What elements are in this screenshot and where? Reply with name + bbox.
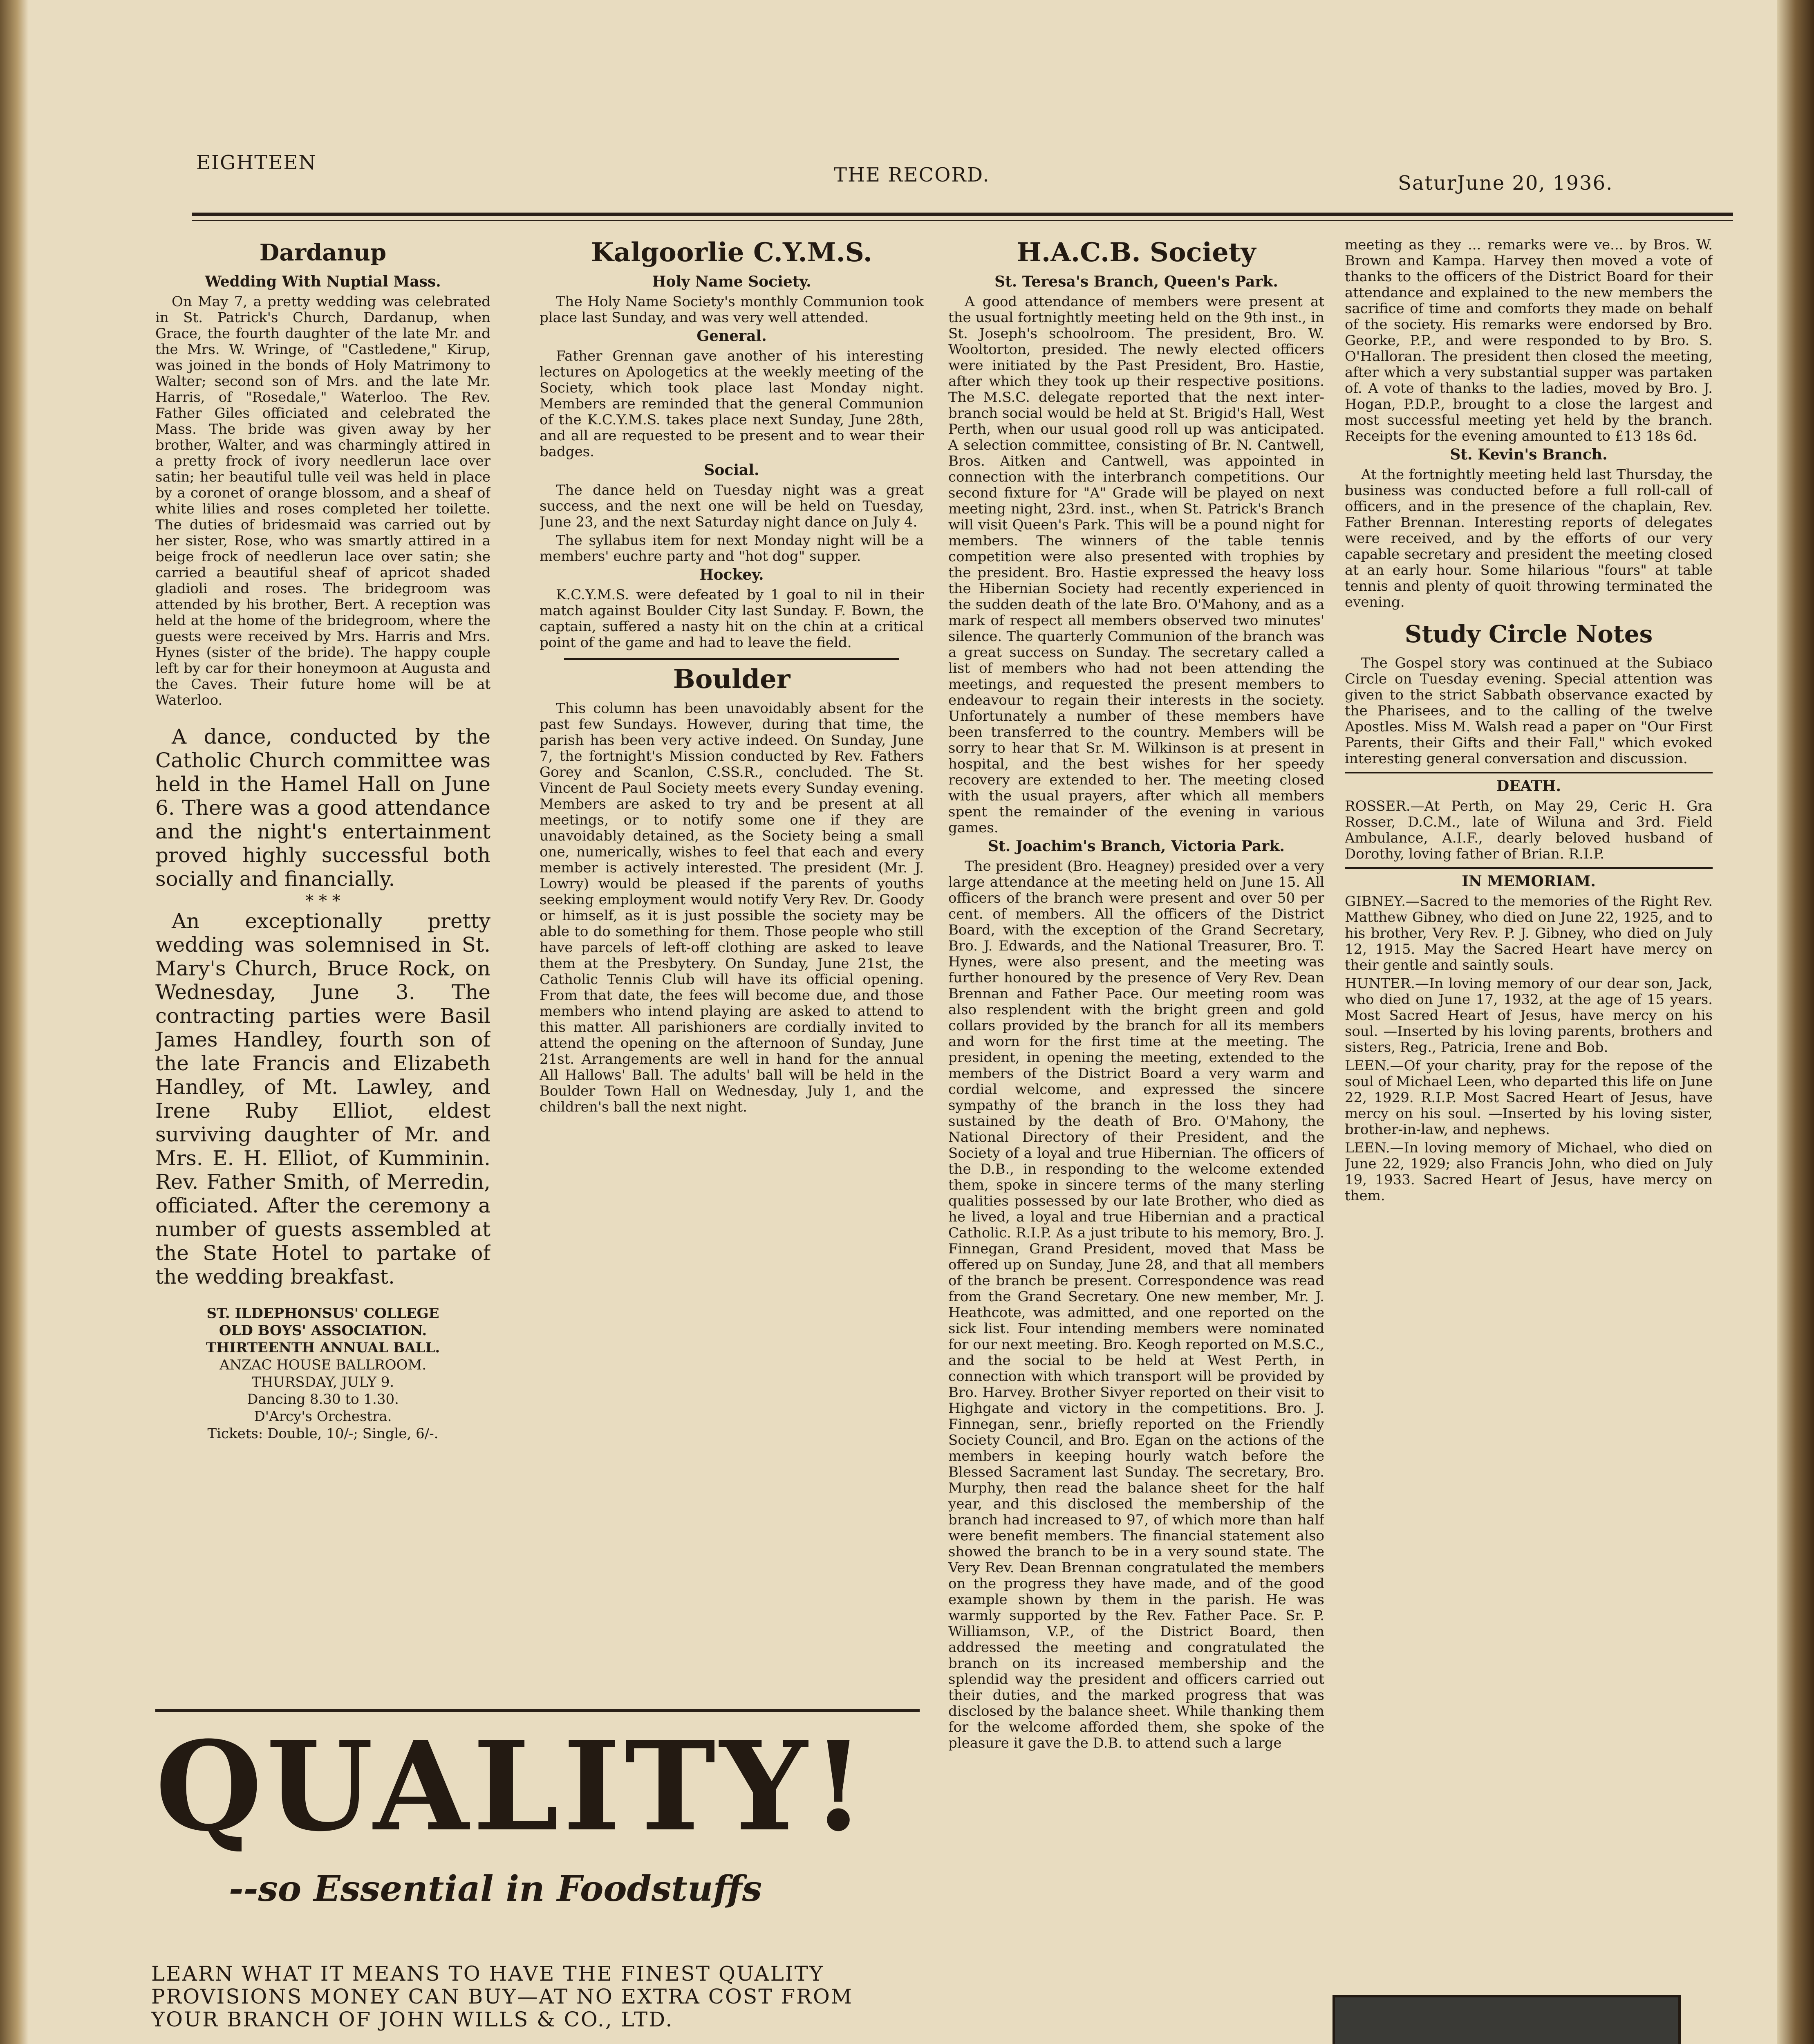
ildephonsus-line7: D'Arcy's Orchestra. [254,1408,392,1425]
issue-date: SaturJune 20, 1936. [1398,172,1613,195]
ildephonsus-line1: ST. ILDEPHONSUS' COLLEGE [206,1305,439,1322]
header-rule [192,213,1733,216]
essential-tagline: --so Essential in Foodstuffs [229,1868,762,1910]
column-dardanup [155,237,490,1692]
kevin-branch-title: St. Kevin's Branch. [1450,446,1608,463]
kalgoorlie-p4: The syllabus item for next Monday night will be a members' euchre party and "hot dog" supper. [540,532,924,565]
kalgoorlie-general: General. [696,327,767,345]
separator-stars: * * * [305,892,340,910]
dance-article: A dance, conducted by the Catholic Church committee was held in the Hamel Hall on June 6. There was a good attendance and the night's entertainment proved highly successful both socially and financially. [155,725,490,891]
ildephonsus-notice [155,1305,490,1442]
ildephonsus-line6: Dancing 8.30 to 1.30. [247,1391,399,1407]
dardanup-subtitle: Wedding With Nuptial Mass. [205,273,441,290]
column-hacb [948,237,1324,2044]
ildephonsus-line3: THIRTEENTH ANNUAL BALL. [206,1340,440,1356]
kalgoorlie-p1: The Holy Name Society's monthly Communion took place last Sunday, and was very well attended. [540,294,924,326]
hacb-body: A good attendance of members were present at the usual fortnightly meeting held on the 9th inst., in St. Joseph's schoolroom. The president, Bro. W. Wooltorton, presided. The newly elected officers were initiated by the Past President, Bro. Hastie, after which they took up their respective positions. The M.S.C. delegate reported that the next inter-branch social would be held at St. Brigid's Hall, West Perth, when our usual good roll up was anticipated. A selection committee, consisting of Br. N. Cantwell, Bros. Aitken and Cantwell, was appointed in connection with the interbranch competitions. Our second fixture for "A" Grade will be played on next meeting night, 23rd. inst., when St. Patrick's Branch will visit Queen's Park. This will be a pound night for members. The winners of the table tennis competition were also presented with trophies by the president. Bro. Hastie expressed the heavy loss the Hibernian Society had recently experienced in the sudden death of the late Bro. O'Mahony, and as a mark of respect all members observed two minutes' silence. The quarterly Communion of the branch was a great success on Sunday. The secretary called a list of members who had not been attending the meetings, and requested the present members to endeavour to regain their interests in the society. Unfortunately a number of these members have been transferred to the country. Members will be sorry to hear that Sr. M. Wilkinson is at present in hospital, and the best wishes for her speedy recovery are extended to her. The meeting closed with the usual prayers, after which all members spent the remainder of the evening in various games. [948,294,1324,836]
memoriam-gibney: GIBNEY.—Sacred to the memories of the Right Rev. Matthew Gibney, who died on June 22, 1925, and to his brother, Very Rev. P. J. Gibney, who died on July 12, 1915. May the Sacred Heart have mercy on their gentle and saintly souls. [1345,893,1713,973]
boulder-title: Boulder [673,664,791,695]
funeral-tributes-ad [1333,1995,1681,2044]
kalgoorlie-social: Social. [704,462,759,479]
memoriam-rule [1345,867,1713,869]
study-circle-body: The Gospel story was continued at the Subiaco Circle on Tuesday evening. Special attention was given to the strict Sabbath observance exacted by the Pharisees, and to the calling of the twelve Apostles. Miss M. Walsh read a paper on "Our First Parents, their Gifts and their Fall," which evoked interesting general conversation and discussion. [1345,655,1713,767]
memoriam-heading: IN MEMORIAM. [1462,873,1596,890]
page-binding-shadow [0,0,29,2044]
column-kalgoorlie-boulder [540,237,924,1717]
hacb-subtitle: St. Teresa's Branch, Queen's Park. [994,273,1278,290]
hacb-title: H.A.C.B. Society [1017,237,1256,268]
kalgoorlie-p2: Father Grennan gave another of his interesting lectures on Apologetics at the weekly meeting of the Society, which took place last Monday night. Members are reminded that the general Communion of the K.C.Y.M.S. takes place next Sunday, June 28th, and all are requested to be present and to wear their badges. [540,348,924,460]
page-number: EIGHTEEN [196,151,317,174]
kalgoorlie-p5: K.C.Y.M.S. were defeated by 1 goal to nil in their match against Boulder City last Sunday. F. Bown, the captain, suffered a nasty hit on the chin at a critical point of the game and had to leave the field. [540,587,924,651]
bruce-rock-wedding: An exceptionally pretty wedding was solemnised in St. Mary's Church, Bruce Rock, on Wednesday, June 3. The contracting parties were Basil James Handley, fourth son of the late Francis and Elizabeth Handley, of Mt. Lawley, and Irene Ruby Elliot, eldest surviving daughter of Mr. and Mrs. E. H. Elliot, of Kumminin. Rev. Father Smith, of Merredin, officiated. After the ceremony a number of guests assembled at the State Hotel to partake of the wedding breakfast. [155,909,490,1289]
quality-headline: QUALITY! [155,1714,869,1858]
kalgoorlie-subtitle: Holy Name Society. [652,273,811,290]
death-rule [1345,772,1713,773]
study-circle-title: Study Circle Notes [1404,620,1653,648]
kevin-branch-body: At the fortnightly meeting held last Thursday, the business was conducted before a full roll-call of officers, and in the presence of the chaplain, Rev. Father Brennan. Interesting reports of delegates were received, and by the efforts of our very capable secretary and president the meeting closed at an early hour. Some hilarious "fours" at table tennis and plenty of quoit throwing terminated the evening. [1345,466,1713,610]
ildephonsus-line4: ANZAC HOUSE BALLROOM. [219,1357,427,1373]
ildephonsus-line5: THURSDAY, JULY 9. [251,1374,394,1390]
header-rule-thin [192,220,1733,221]
kalgoorlie-hockey: Hockey. [699,566,764,583]
boulder-body: This column has been unavoidably absent for the past few Sundays. However, during that time, the parish has been very active indeed. On Sunday, June 7, the fortnight's Mission conducted by Rev. Fathers Gorey and Scanlon, C.SS.R., concluded. The St. Vincent de Paul Society meets every Sunday evening. Members are asked to try and be present at all meetings, or to notify some one if they are unavoidably detained, as the Society being a small one, numerically, wishes to feel that each and every member is actively interested. The president (Mr. J. Lowry) would be pleased if the parents of youths seeking employment would notify Very Rev. Dr. Goody or himself, as it is just possible the society may be able to do something for them. Those people who still have parcels of left-off clothing are asked to leave them at the Presbytery. On Sunday, June 21st, the Catholic Tennis Club will have its official opening. From that date, the fees will become due, and those members who intend playing are asked to attend to this matter. All parishioners are cordially invited to attend the opening on the afternoon of Sunday, June 21st. Arrangements are well in hand for the annual All Hallows' Ball. The adults' ball will be held in the Boulder Town Hall on Wednesday, July 1, and the children's ball the next night. [540,700,924,1115]
memoriam-hunter: HUNTER.—In loving memory of our dear son, Jack, who died on June 17, 1932, at the age of 15 years. Most Sacred Heart of Jesus, have mercy on his soul. —Inserted by his loving parents, brothers and sisters, Reg., Patricia, Irene and Bob. [1345,975,1713,1056]
column-notices [1345,237,1713,1954]
ildephonsus-line2: OLD BOYS' ASSOCIATION. [219,1322,427,1339]
ildephonsus-line8: Tickets: Double, 10/-; Single, 6/-. [207,1425,439,1442]
death-notice: ROSSER.—At Perth, on May 29, Ceric H. Gra Rosser, D.C.M., late of Wiluna and 3rd. Field Ambulance, A.I.F., dearly beloved husband of Dorothy, loving father of Brian. R.I.P. [1345,798,1713,862]
kalgoorlie-p3: The dance held on Tuesday night was a great success, and the next one will be held on Tuesday, June 23, and the next Saturday night dance on July 4. [540,482,924,530]
dardanup-title: Dardanup [259,239,387,266]
ad-top-rule [155,1709,920,1712]
hacb-subtitle-2: St. Joachim's Branch, Victoria Park. [988,838,1285,855]
masthead: THE RECORD. [834,164,990,186]
memoriam-leen-2: LEEN.—In loving memory of Michael, who died on June 22, 1929; also Francis John, who died on July 19, 1933. Sacred Heart of Jesus, have mercy on them. [1345,1140,1713,1204]
dardanup-body: On May 7, a pretty wedding was celebrated in St. Patrick's Church, Dardanup, when Grace, the fourth daughter of the late Mr. and the Mrs. W. Wringe, of "Castledene," Kirup, was joined in the bonds of Holy Matrimony to Walter; second son of Mrs. and the late Mr. Harris, of "Rosedale," Waterloo. The Rev. Father Giles officiated and celebrated the Mass. The bride was given away by her brother, Walter, and was charmingly attired in a pretty frock of ivory needlerun lace over satin; her beautiful tulle veil was held in place by a coronet of orange blossom, and a sheaf of white lilies and roses completed her toilette. The duties of bridesmaid was carried out by her sister, Rose, who was smartly attired in a beige frock of needlerun lace over satin; she carried a beautiful sheaf of apricot shaded gladioli and roses. The bridegroom was attended by his brother, Bert. A reception was held at the home of the bridegroom, where the guests were received by Mrs. Harris and Mrs. Hynes (sister of the bride). The happy couple left by car for their honeymoon at Augusta and the Caves. Their future home will be at Waterloo. [155,294,490,708]
learn-text: LEARN WHAT IT MEANS TO HAVE THE FINEST QUALITY PROVISIONS MONEY CAN BUY—AT NO EXTRA COST FROM YOUR BRANCH OF JOHN WILLS & CO., LTD. [151,1962,853,2031]
death-heading: DEATH. [1496,778,1561,795]
hacb-body-2: The president (Bro. Heagney) presided over a very large attendance at the meeting held on June 15. All officers of the branch were present and over 50 per cent. of members. All the officers of the District Board, with the exception of the Grand Secretary, Bro. J. Edwards, and the National Treasurer, Bro. T. Hynes, were also present, and the meeting was further honoured by the presence of Very Rev. Dean Brennan and Father Pace. Our meeting room was also resplendent with the bright green and gold collars provided by the branch for all its members and worn for the first time at the meeting. The president, in opening the meeting, extended to the members of the District Board a very warm and cordial welcome, and expressed the sincere sympathy of the branch in the loss they had sustained by the death of Bro. O'Mahony, the National Directory of their President, and the Society of a loyal and true Hibernian. The officers of the D.B., in responding to the welcome extended them, spoke in sincere terms of the many sterling qualities possessed by our late Brother, who died as he lived, a loyal and true Hibernian and a practical Catholic. R.I.P. As a just tribute to his memory, Bro. J. Finnegan, Grand President, moved that Mass be offered up on Sunday, June 28, and that all members of the branch be present. Correspondence was read from the Grand Secretary. One new member, Mr. J. Heathcote, was admitted, and one reported on the sick list. Four intending members were nominated for our next meeting. Bro. Keogh reported on M.S.C., and the social to be held at West Perth, in connection with which transport will be provided by Bro. Harvey. Brother Sivyer reported on their visit to Highgate and victory in the competitions. Bro. J. Finnegan, senr., briefly reported on the Friendly Society Council, and Bro. Egan on the actions of the members in keeping hourly watch before the Blessed Sacrament last Sunday. The secretary, Bro. Murphy, then read the balance sheet for the half year, and this disclosed the membership of the branch had increased to 97, of which more than half were benefit members. The financial statement also showed the branch to be in a very sound state. The Very Rev. Dean Brennan congratulated the members on the progress they have made, and of the good example shown by them in the parish. He was warmly supported by the Rev. Father Pace. Sr. P. Williamson, V.P., of the District Board, then addressed the meeting and congratulated the branch on its increased membership and the splendid way the president and officers carried out their duties, and the marked progress that was disclosed by the balance sheet. While thanking them for the welcome afforded them, she spoke of the pleasure it gave the D.B. to attend such a large [948,858,1324,1751]
meeting-continued: meeting as they ... remarks were ve... by Bros. W. Brown and Kampa. Harvey then moved a vote of thanks to the officers of the District Board for their attendance and explained to the new members the sacrifice of time and comforts they made on behalf of the society. His remarks were endorsed by Bro. Georke, P.P., and were responded to by Bro. S. O'Halloran. The president then closed the meeting, after which a very substantial supper was partaken of. A vote of thanks to the ladies, moved by Bro. J. Hogan, P.D.P., brought to a close the largest and most successful meeting yet held by the branch. Receipts for the evening amounted to £13 18s 6d. [1345,237,1713,444]
section-rule [564,658,899,660]
page-edge-shadow [1777,0,1814,2044]
kalgoorlie-title: Kalgoorlie C.Y.M.S. [591,237,873,268]
memoriam-leen-1: LEEN.—Of your charity, pray for the repose of the soul of Michael Leen, who departed this life on June 22, 1929. R.I.P. Most Sacred Heart of Jesus, have mercy on his soul. —Inserted by his loving sister, brother-in-law, and nephews. [1345,1058,1713,1138]
